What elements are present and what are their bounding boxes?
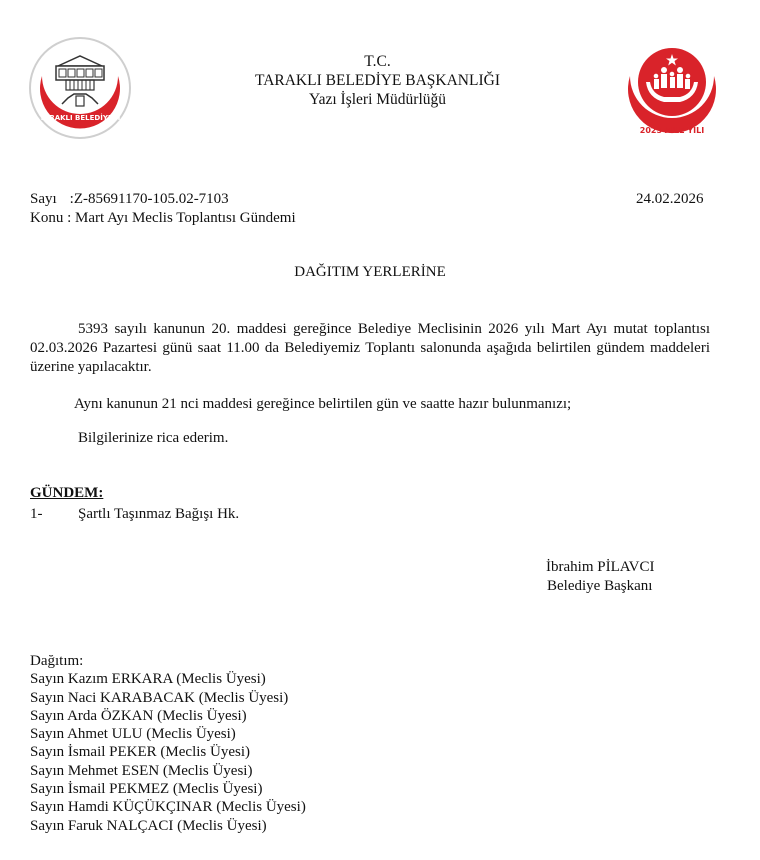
agenda-item-number: 1- (30, 506, 43, 522)
recipient: Sayın Hamdi KÜÇÜKÇINAR (Meclis Üyesi) (30, 799, 306, 816)
signature-block (546, 558, 654, 596)
recipient: Sayın İsmail PEKMEZ (Meclis Üyesi) (30, 781, 263, 798)
body-paragraph-3: Bilgilerinize rica ederim. (78, 430, 229, 446)
svg-text:TARAKLI BELEDİYESİ: TARAKLI BELEDİYESİ (39, 114, 121, 122)
konu-line: Konu : Mart Ayı Meclis Toplantısı Gündemi (30, 210, 296, 226)
letterhead (0, 52, 760, 109)
agenda-item-text: Şartlı Taşınmaz Bağışı Hk. (78, 506, 240, 522)
document-title: DAĞITIM YERLERİNE (294, 264, 446, 280)
signer-name: İbrahim PİLAVCI (546, 559, 655, 575)
distribution-list (30, 652, 306, 835)
recipient: Sayın Arda ÖZKAN (Meclis Üyesi) (30, 707, 247, 724)
sayi-value: Z-85691170-105.02-7103 (73, 191, 229, 207)
aile-yili-text: 2025 AİLE YILI (639, 126, 705, 135)
distribution-label: Dağıtım: (30, 653, 84, 669)
recipient: Sayın Ahmet ULU (Meclis Üyesi) (30, 726, 236, 743)
document-date: 24.02.2026 (636, 191, 704, 207)
signer-title: Belediye Başkanı (547, 578, 653, 594)
recipient: Sayın Naci KARABACAK (Meclis Üyesi) (30, 689, 289, 706)
sayi-line: Sayı :Z-85691170-105.02-7103 (30, 191, 229, 207)
agenda-item (30, 506, 239, 523)
paragraph-1-text: 5393 sayılı kanunun 20. maddesi gereğince Belediye Meclisinin 2026 yılı Mart Ayı mutat toplantısı 02.03.2026 Pazartesi günü saat 11.00 da Belediyemiz Toplantı salonunda aşağıda belirtilen gündem maddeleri üzerine yapılacaktır. (30, 321, 710, 375)
header-department: Yazı İşleri Müdürlüğü (308, 91, 447, 108)
body-paragraph-1 (30, 320, 710, 377)
recipient: Sayın Faruk NALÇACI (Meclis Üyesi) (30, 817, 267, 834)
recipient: Sayın İsmail PEKER (Meclis Üyesi) (30, 744, 250, 761)
body-paragraph-2: Aynı kanunun 21 nci maddesi gereğince belirtilen gün ve saatte hazır bulunmanızı; (74, 396, 572, 412)
konu-label: Konu (30, 210, 64, 226)
recipient: Sayın Mehmet ESEN (Meclis Üyesi) (30, 762, 253, 779)
header-tc: T.C. (364, 53, 391, 70)
konu-value: Mart Ayı Meclis Toplantısı Gündemi (75, 210, 296, 226)
agenda-heading: GÜNDEM: (30, 485, 104, 501)
recipient: Sayın Kazım ERKARA (Meclis Üyesi) (30, 671, 266, 688)
sayi-label: Sayı (30, 191, 57, 207)
header-institution: TARAKLI BELEDİYE BAŞKANLIĞI (254, 72, 500, 89)
